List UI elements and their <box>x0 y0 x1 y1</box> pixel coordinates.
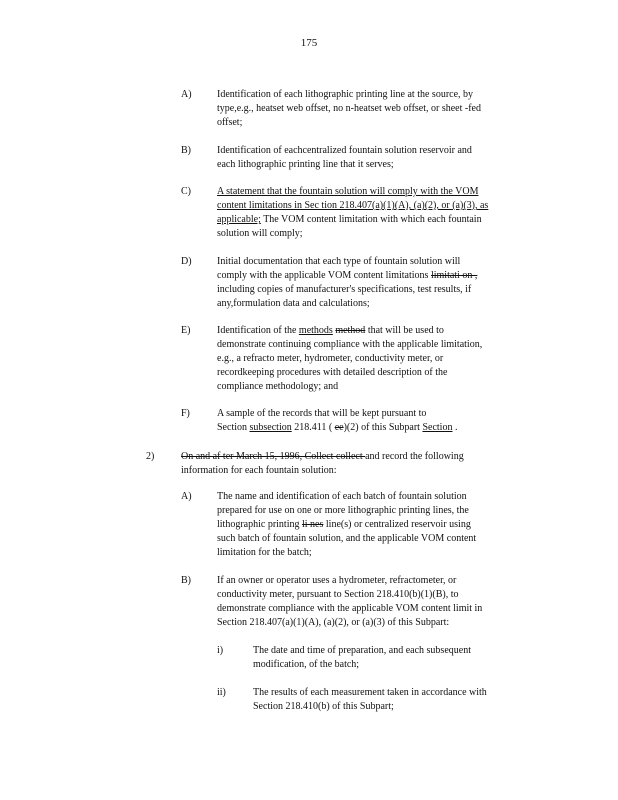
text-run: type,e.g., heatset web offset, no n-heatset web offset, or sheet -fed <box>217 103 481 114</box>
text-run: e.g., a refracto meter, hydrometer, conductivity meter, or <box>217 353 444 364</box>
text-line <box>217 255 527 269</box>
text-run: offset; <box>217 117 243 128</box>
item-label: A) <box>181 491 192 502</box>
item-label: C) <box>181 186 191 197</box>
text-line <box>217 588 542 602</box>
text-run: that will be used to <box>365 325 444 336</box>
text-run: Initial documentation that each type of fountain solution will <box>217 256 461 267</box>
text-run: limitation for the batch; <box>217 547 312 558</box>
text-run: 218.411 ( <box>291 422 335 433</box>
text-run: The date and time of preparation, and each subsequent <box>253 645 471 656</box>
item-text <box>217 88 540 130</box>
item-text <box>217 407 497 435</box>
text-line <box>181 450 511 464</box>
item-label: 2) <box>146 451 155 462</box>
text-line <box>253 686 538 700</box>
text-line <box>217 352 532 366</box>
text-run: including copies of manufacturer's specifications, test results, if <box>217 284 472 295</box>
text-run: A sample of the records that will be kept pursuant to <box>217 408 427 419</box>
text-run: Identification of eachcentralized fountain solution reservoir and <box>217 145 472 156</box>
item-text <box>217 490 532 560</box>
struck-text: li nes <box>302 519 324 530</box>
text-line <box>217 158 527 172</box>
text-line <box>217 185 542 199</box>
text-run: any,formulation data and calculations; <box>217 298 370 309</box>
text-line <box>217 366 532 380</box>
underlined-text: subsection <box>249 422 292 433</box>
text-line <box>217 490 532 504</box>
text-line <box>217 518 532 532</box>
text-line <box>217 324 532 338</box>
text-run: conductivity meter, pursuant to Section 218.410(b)(1)(B), to <box>217 589 459 600</box>
text-run: Section 218.410(b) of this Subpart; <box>253 701 394 712</box>
text-line <box>217 616 542 630</box>
underlined-text: applicable; <box>217 214 261 225</box>
item-text <box>217 185 542 241</box>
item-text <box>253 644 538 672</box>
text-run: demonstrate continuing compliance with the applicable limitation, <box>217 339 483 350</box>
text-run: lithographic printing <box>217 519 302 530</box>
text-run: and record the following <box>365 451 464 462</box>
text-run: . <box>452 422 458 433</box>
text-run: Identification of each lithographic printing line at the source, by <box>217 89 474 100</box>
text-run: The VOM content limitation with which each fountain <box>260 214 482 225</box>
item-label: i) <box>217 645 224 656</box>
text-line <box>217 407 497 421</box>
text-line <box>217 546 532 560</box>
text-line <box>253 700 538 714</box>
text-run: The name and identification of each batch of fountain solution <box>217 491 467 502</box>
text-line <box>253 658 538 672</box>
page-number: 175 <box>300 37 318 49</box>
text-line <box>217 532 532 546</box>
text-line <box>217 88 540 102</box>
text-run: Identification of the <box>217 325 299 336</box>
text-line <box>217 213 542 227</box>
item-label: D) <box>181 256 192 267</box>
text-line <box>217 116 540 130</box>
text-line <box>181 464 511 478</box>
item-label: F) <box>181 408 190 419</box>
item-text <box>217 324 532 394</box>
text-line <box>217 283 527 297</box>
underlined-text: methods <box>298 325 333 336</box>
text-run: demonstrate compliance with the applicable VOM content limit in <box>217 603 483 614</box>
text-run: line(s) or centralized reservoir using <box>323 519 471 530</box>
struck-text: method <box>335 325 366 336</box>
underlined-text: Section <box>422 422 453 433</box>
item-label: B) <box>181 145 191 156</box>
text-run: solution will comply; <box>217 228 303 239</box>
text-run: )(2) of this Subpart <box>343 422 423 433</box>
underlined-text: content limitations in Sec tion 218.407(a)(1)(A), (a)(2), or (a)(3), as <box>217 200 489 211</box>
item-text <box>181 450 511 478</box>
text-line <box>217 504 532 518</box>
text-line <box>217 574 542 588</box>
text-line <box>253 644 538 658</box>
text-run: information for each fountain solution: <box>181 465 337 476</box>
text-line <box>217 102 540 116</box>
text-line <box>217 421 497 435</box>
text-run: The results of each measurement taken in accordance with <box>253 687 487 698</box>
item-label: E) <box>181 325 191 336</box>
item-label: B) <box>181 575 191 586</box>
text-run: such batch of fountain solution, and the applicable VOM content <box>217 533 477 544</box>
text-run: compliance methodology; and <box>217 381 339 392</box>
text-run: If an owner or operator uses a hydrometer, refractometer, or <box>217 575 457 586</box>
text-line <box>217 338 532 352</box>
text-line <box>217 227 542 241</box>
item-text <box>217 144 527 172</box>
text-line <box>217 144 527 158</box>
struck-text: limitati on , <box>430 270 478 281</box>
item-label: ii) <box>217 687 226 698</box>
text-run: modification, of the batch; <box>253 659 360 670</box>
text-run: prepared for use on one or more lithographic printing lines, the <box>217 505 469 516</box>
text-line <box>217 199 542 213</box>
text-run: Section 218.407(a)(1)(A), (a)(2), or (a)(3) of this Subpart: <box>217 617 450 628</box>
item-label: A) <box>181 89 192 100</box>
text-line <box>217 297 527 311</box>
item-text <box>253 686 538 714</box>
underlined-text: A statement that the fountain solution will comply with the VOM <box>217 186 479 197</box>
text-run: recordkeeping procedures with detailed description of the <box>217 367 448 378</box>
text-line <box>217 269 527 283</box>
item-text <box>217 574 542 630</box>
text-line <box>217 602 542 616</box>
text-run: comply with the applicable VOM content limitations <box>217 270 431 281</box>
text-line <box>217 380 532 394</box>
text-run: each lithographic printing line that it serves; <box>217 159 394 170</box>
struck-text: ee <box>334 422 344 433</box>
struck-text: On and af ter March 15, 1996, Collect collect <box>181 451 366 462</box>
text-run: Section <box>217 422 250 433</box>
item-text <box>217 255 527 311</box>
